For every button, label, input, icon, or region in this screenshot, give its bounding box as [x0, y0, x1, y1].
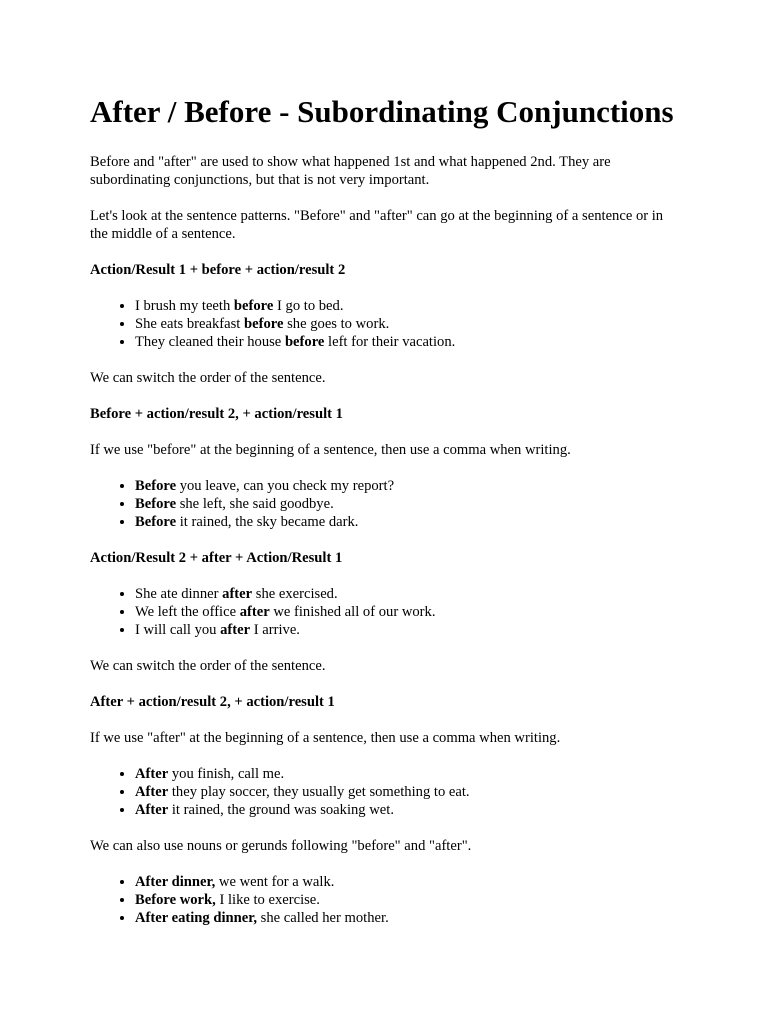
- example-list-nouns-gerunds: [90, 873, 680, 927]
- example-text: it rained, the ground was soaking wet.: [168, 802, 394, 818]
- list-item: [135, 621, 680, 639]
- comma-note-before: If we use "before" at the beginning of a sentence, then use a comma when writing.: [90, 442, 571, 458]
- keyword: after: [222, 586, 253, 602]
- nouns-gerunds-note: We can also use nouns or gerunds following "before" and "after".: [90, 838, 472, 854]
- example-text: I arrive.: [250, 622, 300, 638]
- switch-order-note: We can switch the order of the sentence.: [90, 370, 326, 386]
- list-item: [135, 297, 680, 315]
- keyword-phrase: After eating dinner,: [135, 910, 258, 926]
- example-text: she goes to work.: [283, 316, 390, 332]
- example-text: she exercised.: [252, 586, 338, 602]
- list-item: [135, 603, 680, 621]
- example-text: we finished all of our work.: [269, 604, 436, 620]
- keyword-phrase: Before work,: [135, 892, 216, 908]
- list-item: [135, 801, 680, 819]
- example-text: She eats breakfast: [135, 316, 245, 332]
- list-item: [135, 765, 680, 783]
- list-item: [135, 333, 680, 351]
- keyword: Before: [135, 514, 177, 530]
- keyword: After: [135, 802, 169, 818]
- keyword: Before: [135, 496, 177, 512]
- pattern-heading-after-middle: Action/Result 2 + after + Action/Result 1: [90, 550, 343, 566]
- keyword: before: [233, 298, 274, 314]
- list-item: [135, 909, 680, 927]
- list-item: [135, 585, 680, 603]
- pattern-heading-before-start: Before + action/result 2, + action/result 1: [90, 406, 343, 422]
- list-item: [135, 891, 680, 909]
- example-text: we went for a walk.: [215, 874, 335, 890]
- list-item: [135, 513, 680, 531]
- keyword: before: [244, 316, 284, 332]
- example-text: you finish, call me.: [168, 766, 285, 782]
- pattern-heading-after-start: After + action/result 2, + action/result 1: [90, 694, 335, 710]
- example-text: it rained, the sky became dark.: [176, 514, 359, 530]
- example-text: I brush my teeth: [135, 298, 234, 314]
- page-title: After / Before - Subordinating Conjunctions: [90, 94, 674, 129]
- keyword: after: [239, 604, 270, 620]
- list-item: [135, 315, 680, 333]
- example-text: They cleaned their house: [135, 334, 285, 350]
- comma-note-after: If we use "after" at the beginning of a sentence, then use a comma when writing.: [90, 730, 561, 746]
- list-item: [135, 783, 680, 801]
- keyword: After: [135, 766, 169, 782]
- example-text: She ate dinner: [135, 586, 223, 602]
- example-text: she left, she said goodbye.: [176, 496, 334, 512]
- keyword-phrase: After dinner,: [135, 874, 216, 890]
- list-item: [135, 495, 680, 513]
- keyword: before: [284, 334, 325, 350]
- document-page: [90, 94, 680, 945]
- pattern-heading-before-middle: Action/Result 1 + before + action/result 2: [90, 262, 346, 278]
- keyword: after: [220, 622, 251, 638]
- example-list-before-middle: [90, 297, 680, 351]
- sentence-patterns-paragraph: Let's look at the sentence patterns. "Before" and "after" can go at the beginning of a sentence or in the middle of a sentence.: [90, 208, 664, 242]
- intro-paragraph: Before and "after" are used to show what happened 1st and what happened 2nd. They are subordinating conjunctions, but that is not very important.: [90, 154, 611, 188]
- example-text: left for their vacation.: [324, 334, 456, 350]
- example-text: she called her mother.: [257, 910, 389, 926]
- example-text: I go to bed.: [273, 298, 344, 314]
- example-text: they play soccer, they usually get something to eat.: [168, 784, 470, 800]
- example-text: I will call you: [135, 622, 221, 638]
- example-text: We left the office: [135, 604, 240, 620]
- keyword: After: [135, 784, 169, 800]
- example-text: you leave, can you check my report?: [176, 478, 395, 494]
- example-list-after-start: [90, 765, 680, 819]
- example-text: I like to exercise.: [215, 892, 320, 908]
- list-item: [135, 477, 680, 495]
- keyword: Before: [135, 478, 177, 494]
- switch-order-note: We can switch the order of the sentence.: [90, 658, 326, 674]
- example-list-after-middle: [90, 585, 680, 639]
- list-item: [135, 873, 680, 891]
- example-list-before-start: [90, 477, 680, 531]
